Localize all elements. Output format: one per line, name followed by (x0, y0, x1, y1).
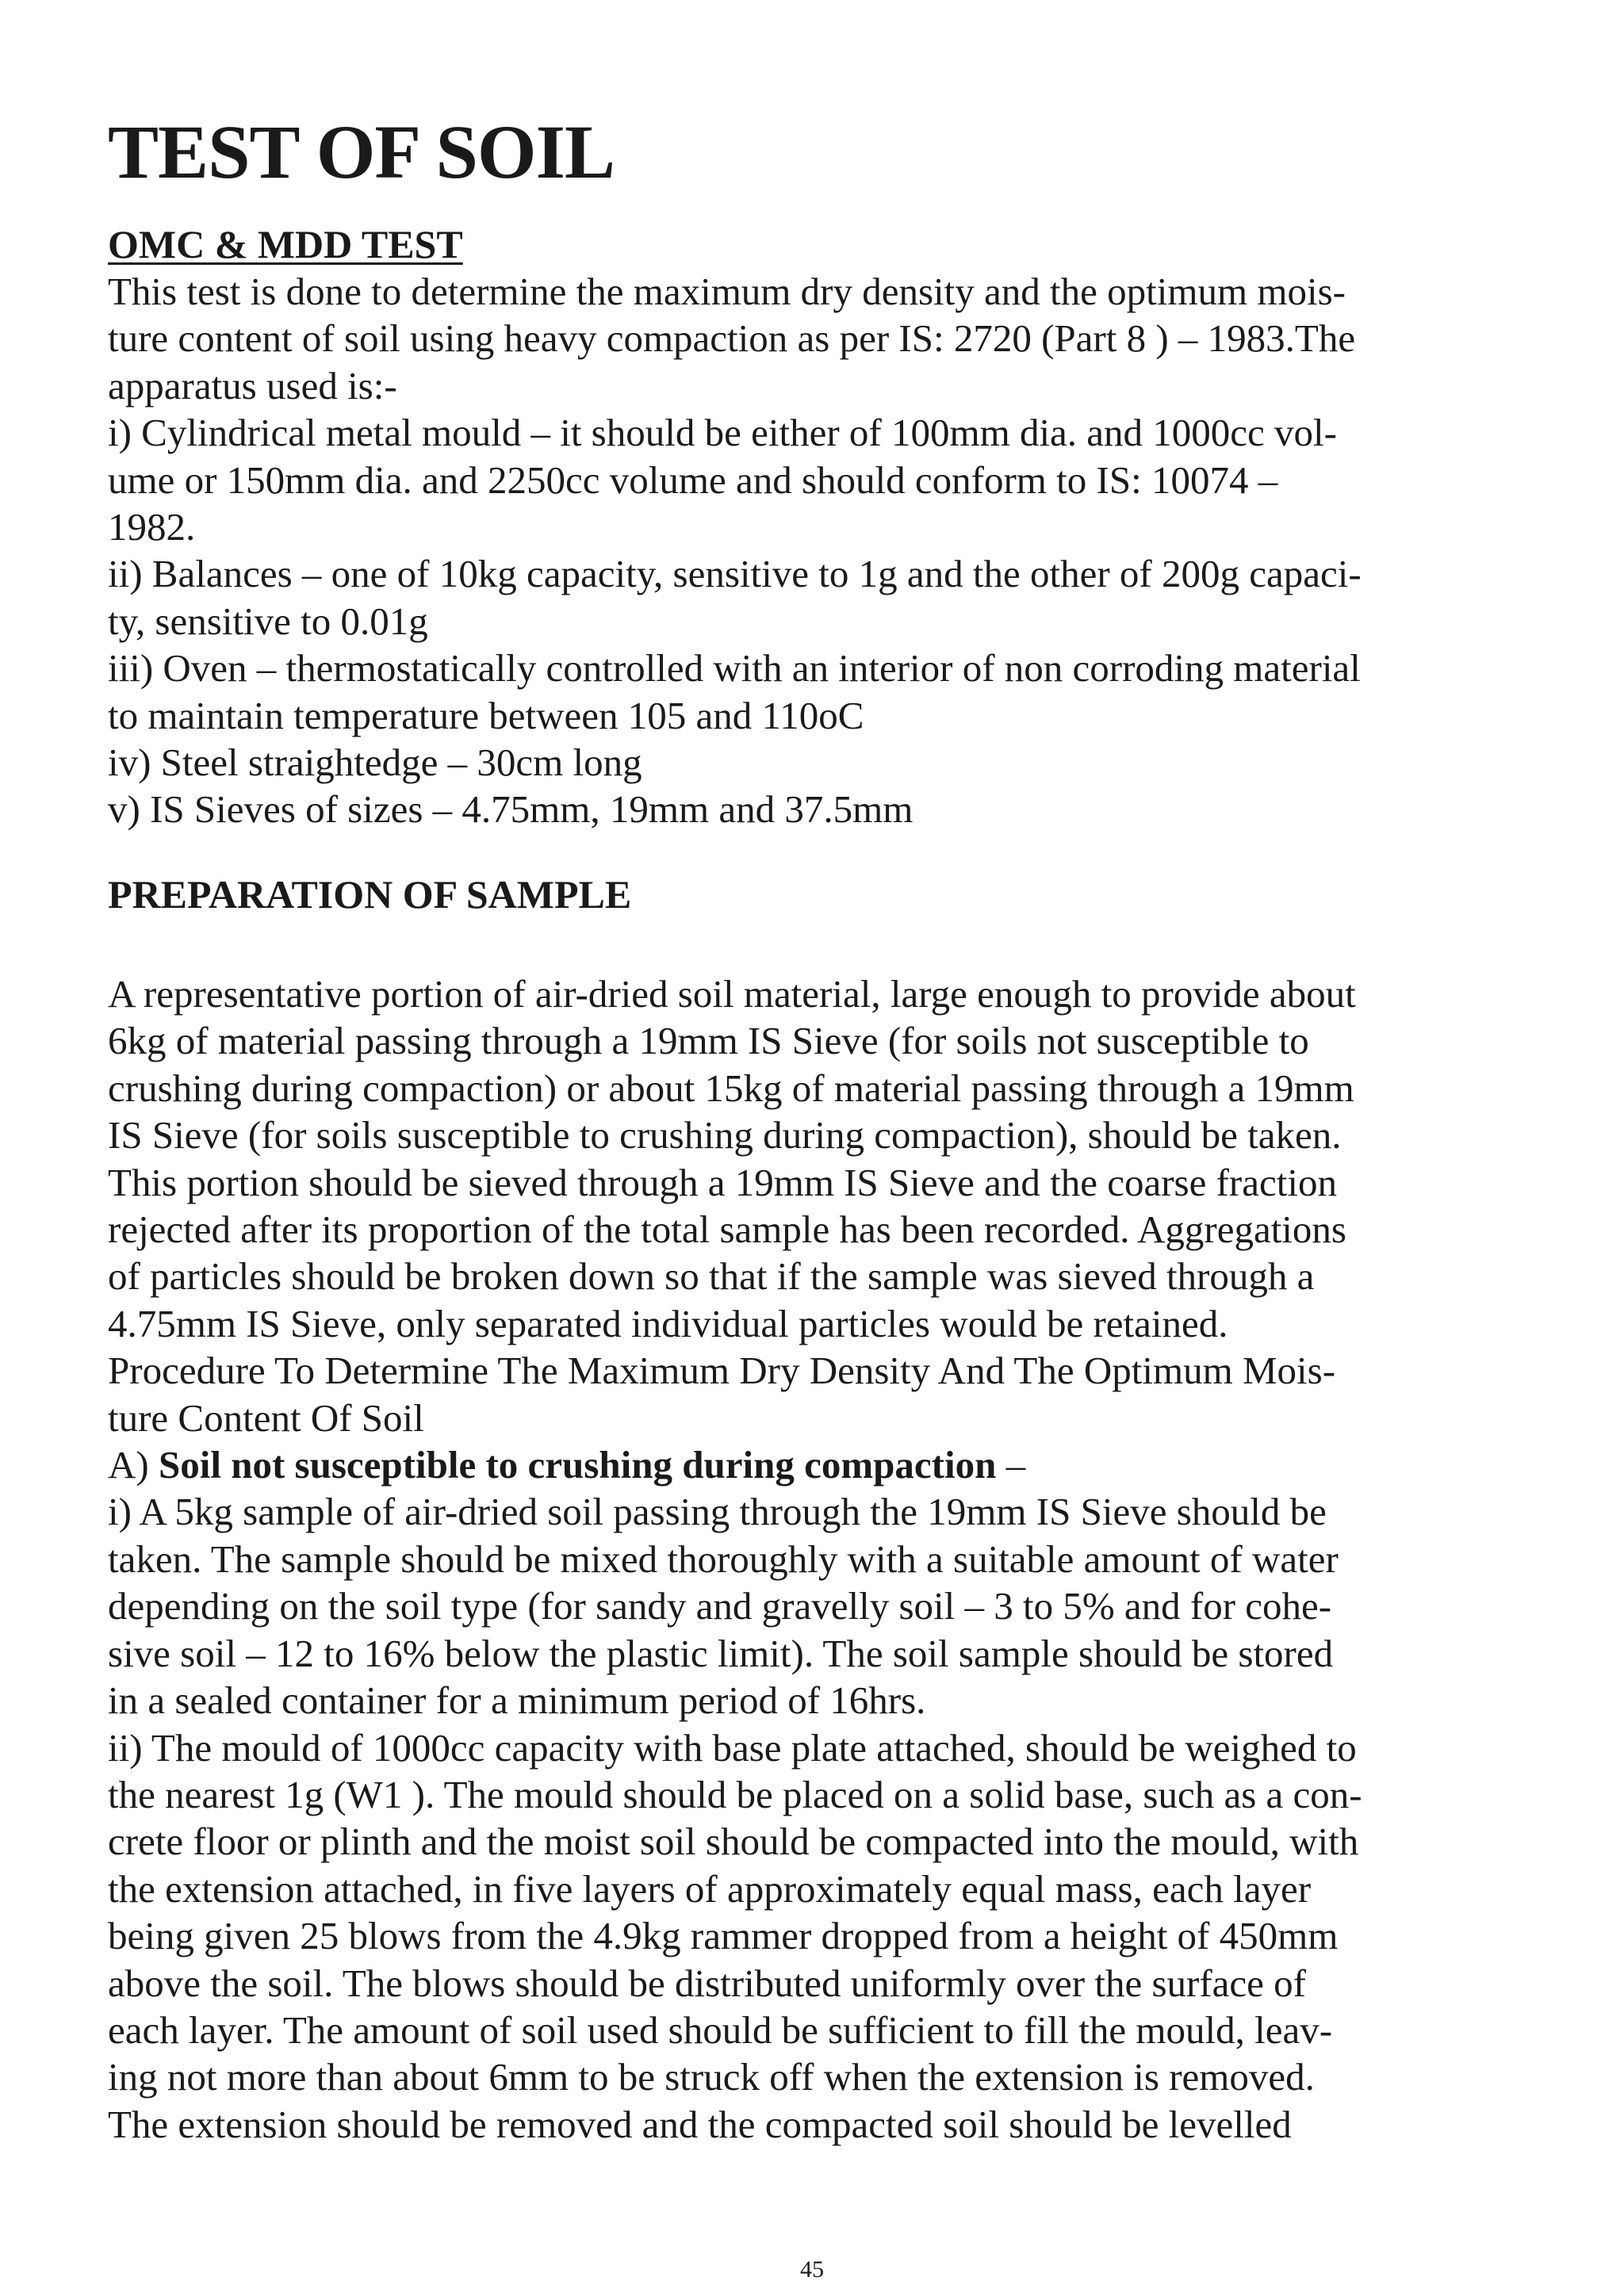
text-line: ii) Balances – one of 10kg capacity, sensitive to 1g and the other of 200g capaci- (108, 552, 1362, 596)
text-line: the extension attached, in five layers of approximately equal mass, each layer (108, 1866, 1312, 1911)
preparation-section (108, 871, 631, 918)
text-line: ii) The mould of 1000cc capacity with base plate attached, should be weighed to (108, 1725, 1357, 1770)
text-line: ture Content Of Soil (108, 1395, 424, 1440)
text-line: 1982. (108, 505, 196, 549)
procedure-section (108, 970, 1362, 2148)
text-line: apparatus used is:- (108, 363, 397, 408)
text-line: being given 25 blows from the 4.9kg rammer dropped from a height of 450mm (108, 1914, 1339, 1958)
page-number: 45 (800, 2256, 824, 2283)
text-line: ing not more than about 6mm to be struck off when the extension is removed. (108, 2055, 1315, 2099)
procedure-body (108, 1488, 1362, 2148)
text-line: ume or 150mm dia. and 2250cc volume and should conform to IS: 10074 – (108, 457, 1278, 502)
text-line: ture content of soil using heavy compaction as per IS: 2720 (Part 8 ) – 1983.The (108, 316, 1356, 361)
text-line: of particles should be broken down so that if the sample was sieved through a (108, 1254, 1315, 1299)
text-line: i) Cylindrical metal mould – it should be either of 100mm dia. and 1000cc vol- (108, 411, 1337, 455)
omc-mdd-heading: OMC & MDD TEST (108, 222, 463, 266)
item-a-heading (108, 1441, 1362, 1488)
item-a-bold: Soil not susceptible to crushing during compaction (158, 1443, 997, 1487)
text-line: This portion should be sieved through a 19mm IS Sieve and the coarse fraction (108, 1160, 1337, 1204)
text-line: in a sealed container for a minimum period of 16hrs. (108, 1678, 926, 1723)
preparation-heading: PREPARATION OF SAMPLE (108, 872, 632, 916)
text-line: crete floor or plinth and the moist soil should be compacted into the mould, with (108, 1820, 1359, 1864)
text-line: iv) Steel straightedge – 30cm long (108, 740, 642, 785)
text-line: IS Sieve (for soils susceptible to crushing during compaction), should be taken. (108, 1113, 1342, 1158)
text-line: The extension should be removed and the compacted soil should be levelled (108, 2102, 1292, 2146)
preparation-body (108, 970, 1362, 1441)
item-a-prefix: A) (108, 1443, 159, 1487)
text-line: the nearest 1g (W1 ). The mould should be placed on a solid base, such as a con- (108, 1772, 1362, 1816)
text-line: sive soil – 12 to 16% below the plastic limit). The soil sample should be stored (108, 1631, 1334, 1675)
text-line: Procedure To Determine The Maximum Dry Density And The Optimum Mois- (108, 1349, 1336, 1393)
page-title: TEST OF SOIL (108, 109, 615, 194)
text-line: crushing during compaction) or about 15kg of material passing through a 19mm (108, 1066, 1354, 1110)
text-line: i) A 5kg sample of air-dried soil passing through the 19mm IS Sieve should be (108, 1490, 1327, 1534)
text-line: above the soil. The blows should be distributed uniformly over the surface of (108, 1961, 1306, 2005)
text-line: iii) Oven – thermostatically controlled with an interior of non corroding material (108, 646, 1361, 691)
text-line: to maintain temperature between 105 and 110oC (108, 693, 864, 737)
text-line: This test is done to determine the maximum dry density and the optimum mois- (108, 270, 1346, 313)
item-a-suffix: – (996, 1443, 1026, 1487)
text-line: 4.75mm IS Sieve, only separated individual particles would be retained. (108, 1301, 1228, 1345)
text-line: ty, sensitive to 0.01g (108, 599, 428, 643)
omc-mdd-body (108, 268, 1362, 833)
document-page (108, 95, 1535, 2146)
omc-mdd-section (108, 220, 1362, 833)
text-line: A representative portion of air-dried soil material, large enough to provide about (108, 972, 1356, 1016)
text-line: rejected after its proportion of the total sample has been recorded. Aggregations (108, 1207, 1346, 1252)
text-line: 6kg of material passing through a 19mm IS Sieve (for soils not susceptible to (108, 1019, 1309, 1063)
text-line: v) IS Sieves of sizes – 4.75mm, 19mm and 37.5mm (108, 787, 914, 832)
text-line: taken. The sample should be mixed thoroughly with a suitable amount of water (108, 1536, 1339, 1581)
text-line: each layer. The amount of soil used should be sufficient to fill the mould, leav- (108, 2007, 1333, 2052)
text-line: depending on the soil type (for sandy and gravelly soil – 3 to 5% and for cohe- (108, 1584, 1332, 1628)
